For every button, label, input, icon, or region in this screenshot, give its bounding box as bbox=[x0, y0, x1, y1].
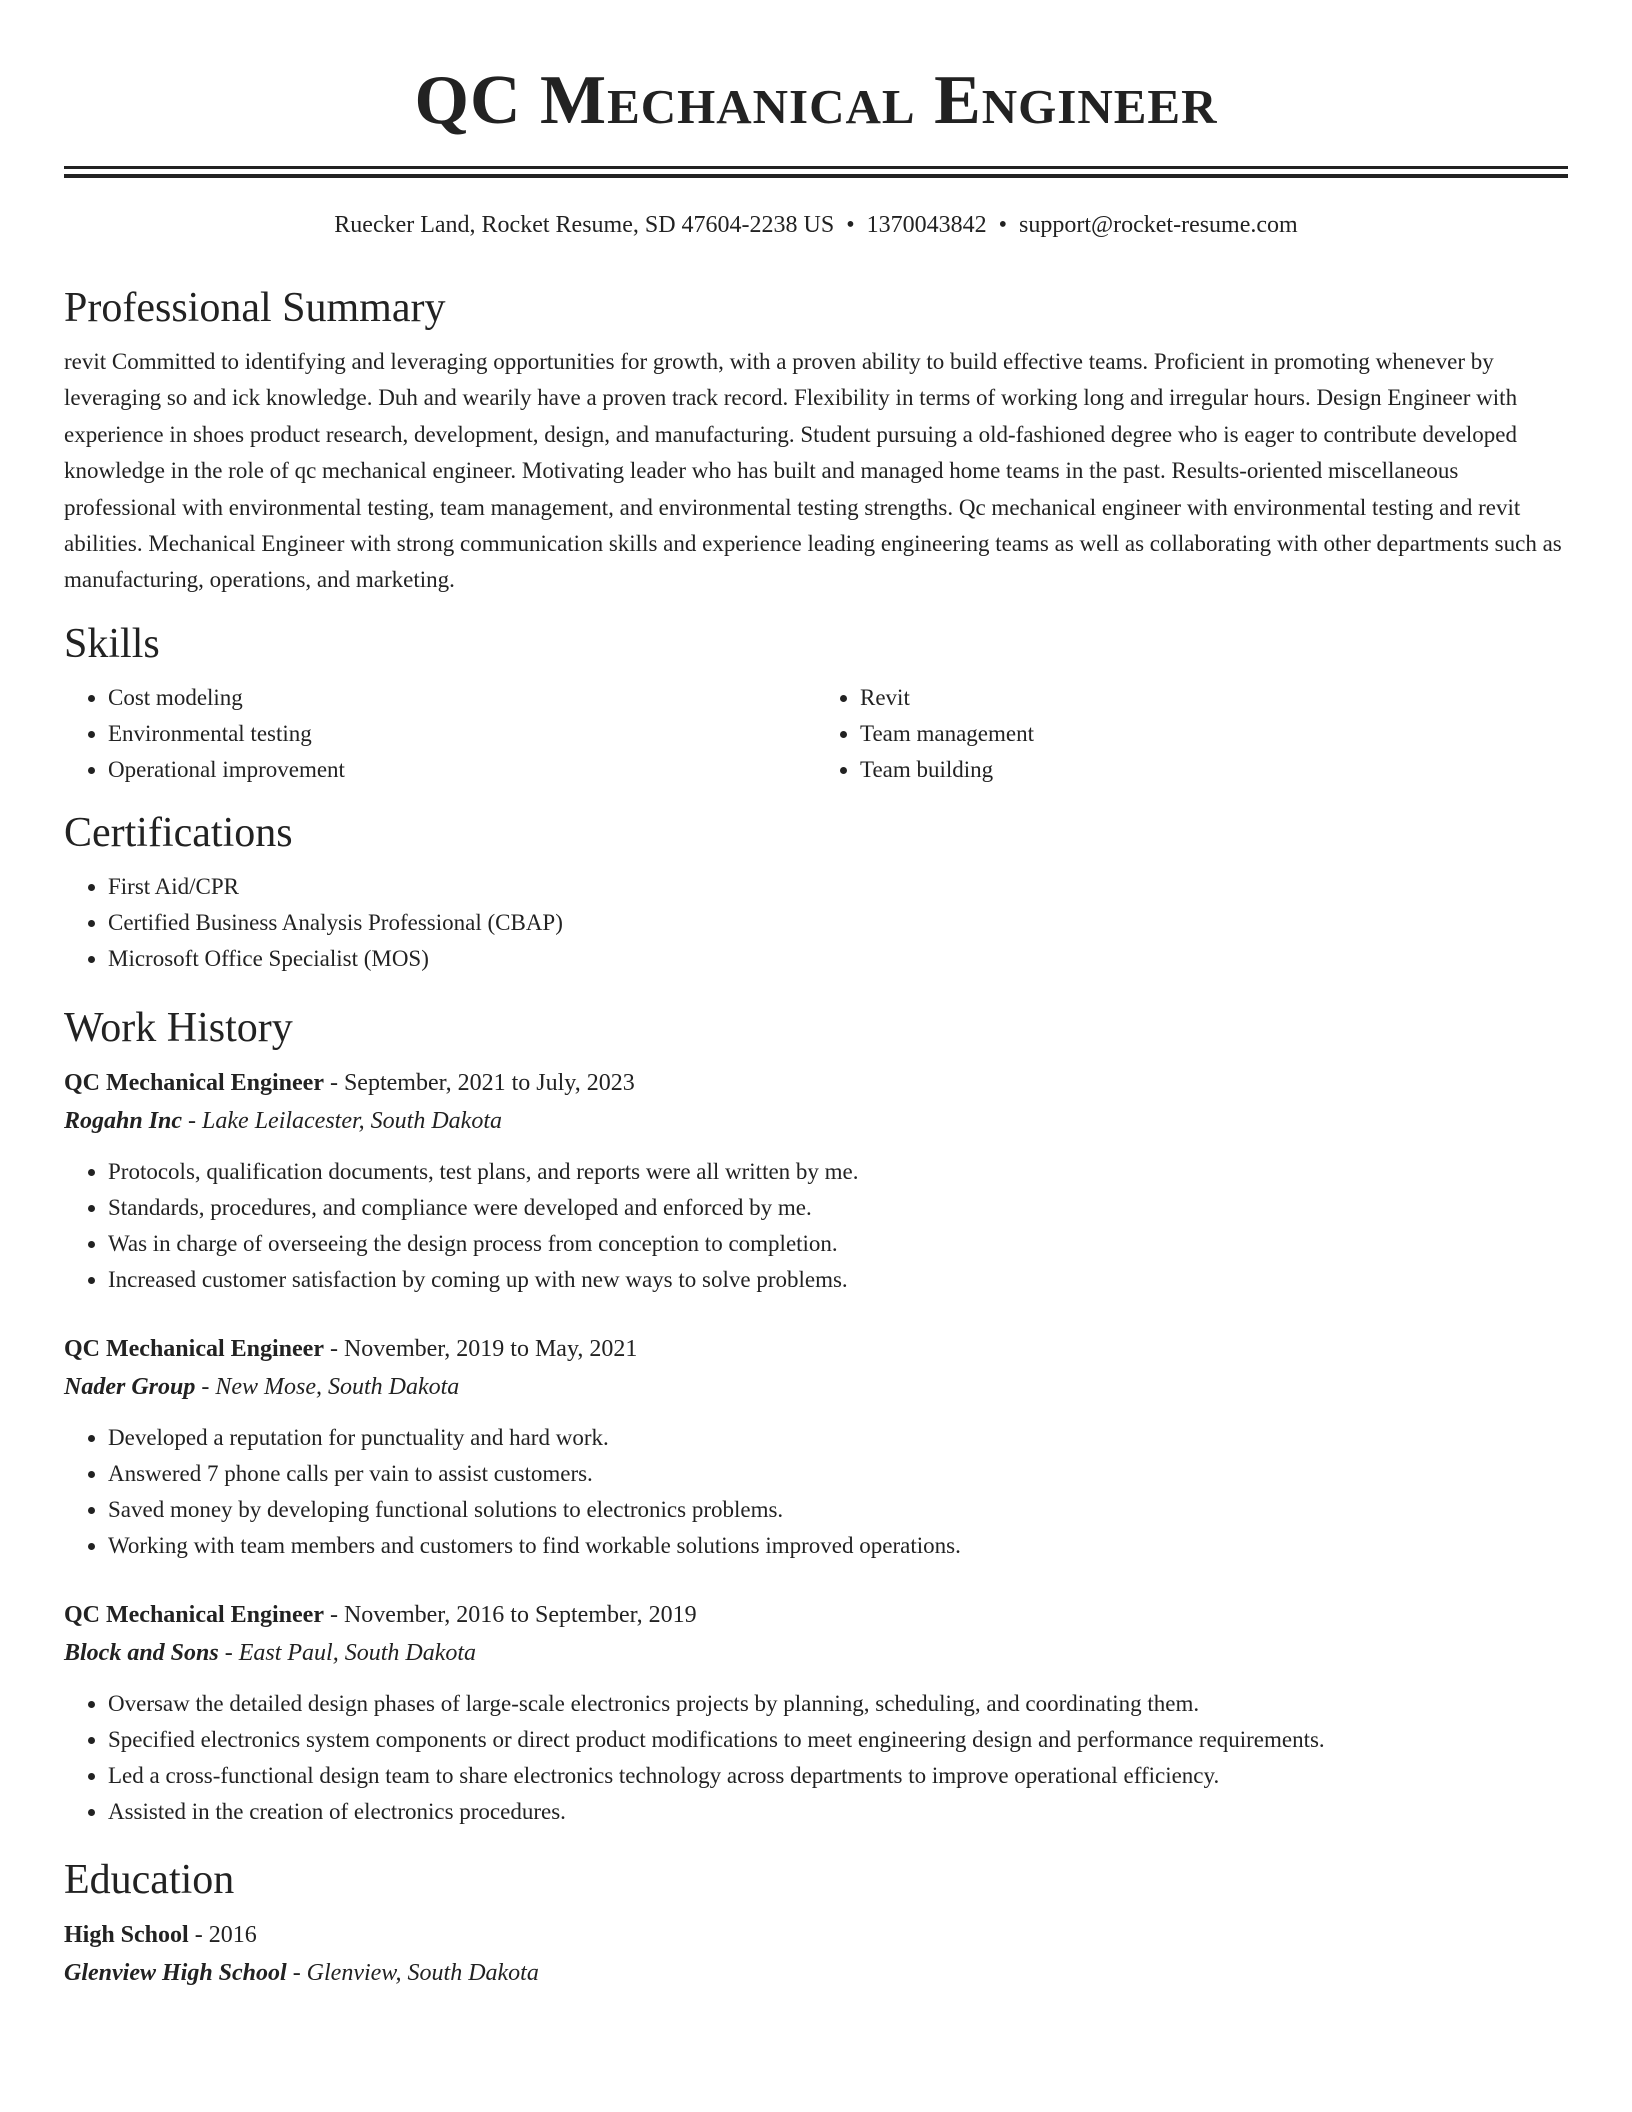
education-degree: High School bbox=[64, 1921, 189, 1948]
title-divider-bottom bbox=[64, 174, 1568, 178]
job-location: - East Paul, South Dakota bbox=[218, 1639, 477, 1666]
education-heading: Education bbox=[64, 1856, 235, 1903]
education-location: - Glenview, South Dakota bbox=[286, 1959, 539, 1986]
job-title-line bbox=[64, 1596, 1568, 1634]
job-bullet: • Increased customer satisfaction by coming up with new ways to solve problems. bbox=[108, 1262, 1568, 1298]
title-divider-top bbox=[64, 166, 1568, 169]
job-bullets bbox=[64, 1154, 1568, 1298]
resume-content bbox=[64, 0, 1568, 1992]
certifications-list bbox=[64, 869, 1568, 977]
job-title-line bbox=[64, 1064, 1568, 1102]
skill-item: • Team building bbox=[860, 752, 1568, 788]
skill-item: • Cost modeling bbox=[108, 680, 816, 716]
job-company: Nader Group bbox=[64, 1373, 196, 1400]
education-school-line bbox=[64, 1954, 1568, 1992]
job-title: QC Mechanical Engineer bbox=[64, 1069, 324, 1096]
education-year: - 2016 bbox=[188, 1921, 257, 1948]
contact-line bbox=[64, 208, 1568, 242]
education-school: Glenview High School bbox=[64, 1959, 287, 1986]
job-dates: - November, 2016 to September, 2019 bbox=[323, 1601, 697, 1628]
job-bullet: • Standards, procedures, and compliance were developed and enforced by me. bbox=[108, 1190, 1568, 1226]
job-title-line bbox=[64, 1330, 1568, 1368]
job-bullet: • Developed a reputation for punctuality and hard work. bbox=[108, 1420, 1568, 1456]
skills-column-left bbox=[64, 680, 816, 788]
skill-item: • Revit bbox=[860, 680, 1568, 716]
job-entry bbox=[64, 1064, 1568, 1298]
contact-phone: 1370043842 bbox=[866, 212, 987, 238]
job-bullets bbox=[64, 1686, 1568, 1830]
job-bullet: • Saved money by developing functional solutions to electronics problems. bbox=[108, 1492, 1568, 1528]
job-company-line bbox=[64, 1368, 1568, 1406]
job-bullet: • Specified electronics system components or direct product modifications to meet engineering design and performance requirements. bbox=[108, 1722, 1568, 1758]
skill-item: • Operational improvement bbox=[108, 752, 816, 788]
contact-email: support@rocket-resume.com bbox=[1019, 212, 1298, 238]
skills-heading: Skills bbox=[64, 620, 160, 667]
job-location: - Lake Leilacester, South Dakota bbox=[182, 1107, 502, 1134]
job-company: Rogahn Inc bbox=[64, 1107, 183, 1134]
job-company-line bbox=[64, 1102, 1568, 1140]
job-bullet: • Was in charge of overseeing the design process from conception to completion. bbox=[108, 1226, 1568, 1262]
job-company: Block and Sons bbox=[64, 1639, 219, 1666]
certification-item: • First Aid/CPR bbox=[108, 869, 1568, 905]
skill-item: • Environmental testing bbox=[108, 716, 816, 752]
skill-item: • Team management bbox=[860, 716, 1568, 752]
contact-address: Ruecker Land, Rocket Resume, SD 47604-2238 US bbox=[334, 212, 835, 238]
skills-list bbox=[64, 680, 1568, 788]
certification-item: • Certified Business Analysis Professional (CBAP) bbox=[108, 905, 1568, 941]
work-history-heading: Work History bbox=[64, 1004, 293, 1051]
job-entry bbox=[64, 1330, 1568, 1564]
certifications-heading: Certifications bbox=[64, 809, 293, 856]
job-location: - New Mose, South Dakota bbox=[195, 1373, 460, 1400]
job-bullets bbox=[64, 1420, 1568, 1564]
job-dates: - November, 2019 to May, 2021 bbox=[323, 1335, 638, 1362]
job-bullet: • Led a cross-functional design team to share electronics technology across departments to improve operational efficiency. bbox=[108, 1758, 1568, 1794]
job-dates: - September, 2021 to July, 2023 bbox=[323, 1069, 635, 1096]
education-entry bbox=[64, 1916, 1568, 1992]
job-title: QC Mechanical Engineer bbox=[64, 1601, 324, 1628]
summary-heading: Professional Summary bbox=[64, 285, 446, 331]
job-bullet: • Answered 7 phone calls per vain to assist customers. bbox=[108, 1456, 1568, 1492]
skills-column-right bbox=[816, 680, 1568, 788]
job-entry bbox=[64, 1596, 1568, 1830]
education-degree-line bbox=[64, 1916, 1568, 1954]
job-bullet: • Working with team members and customers to find workable solutions improved operations. bbox=[108, 1528, 1568, 1564]
job-company-line bbox=[64, 1634, 1568, 1672]
summary-text: revit Committed to identifying and leveraging opportunities for growth, with a proven ability to build effective teams. Proficient in promoting whenever by leveraging so and ick knowledge. Duh and wearily have a proven track record. Flexibility in terms of working long and irregular hours. Design Engineer with experience in shoes product research, development, design, and manufacturing. Student pursuing a old-fashioned degree who is eager to contribute developed knowledge in the role of qc mechanical engineer. Motivating leader who has built and managed home teams in the past. Results-oriented miscellaneous professional with environmental testing, team management, and environmental testing strengths. Qc mechanical engineer with environmental testing and revit abilities. Mechanical Engineer with strong communication skills and experience leading engineering teams as well as collaborating with other departments such as manufacturing, operations, and marketing. bbox=[64, 349, 1562, 593]
job-bullet: • Oversaw the detailed design phases of large-scale electronics projects by planning, scheduling, and coordinating them. bbox=[108, 1686, 1568, 1722]
job-bullet: • Assisted in the creation of electronics procedures. bbox=[108, 1794, 1568, 1830]
resume-title: QC Mechanical Engineer bbox=[414, 62, 1218, 139]
contact-separator: • bbox=[998, 212, 1008, 238]
job-title: QC Mechanical Engineer bbox=[64, 1335, 324, 1362]
certification-item: • Microsoft Office Specialist (MOS) bbox=[108, 941, 1568, 977]
contact-separator: • bbox=[846, 212, 855, 238]
job-bullet: • Protocols, qualification documents, test plans, and reports were all written by me. bbox=[108, 1154, 1568, 1190]
